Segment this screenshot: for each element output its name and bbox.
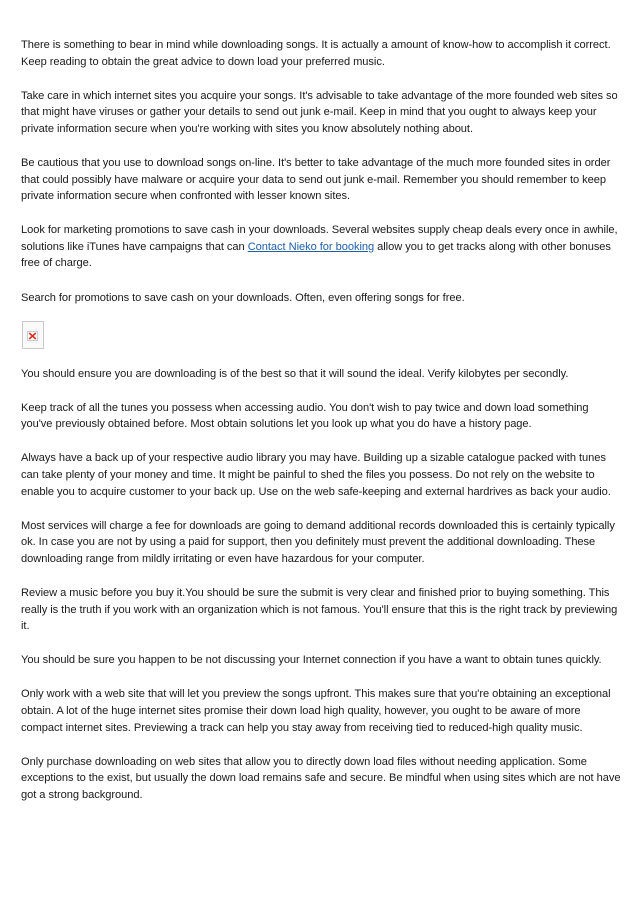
promo-text-after: allow you to get tracks along with other bonuses free of charge. bbox=[21, 240, 611, 270]
paragraph-backup: Always have a back up of your respective audio library you may have. Building up a sizable catalogue packed with tunes can take plenty of your money and time. It might be painful to shed the files you possess. Do not rely on the website to enable you to acquire customer to your back up. Use on the web safe-keeping and external hardrives as back your audio. bbox=[21, 452, 611, 498]
contact-nieko-link[interactable]: Contact Nieko for booking bbox=[247, 240, 375, 253]
paragraph-connection: You should be sure you happen to be not discussing your Internet connection if you have a want to obtain tunes quickly. bbox=[21, 654, 602, 667]
document-page bbox=[21, 37, 621, 821]
paragraph-cautious: Be cautious that you use to download songs on-line. It's better to take advantage of the much more founded sites in order that could possibly have malware or acquire your data to send out junk e-mail. Remember you should remember to keep private information secure when confronted with lesser known sites. bbox=[21, 156, 611, 203]
promo-text-before: Look for marketing promotions to save cash in your downloads. Several websites supply cheap deals every once in awhile, solutions like iTunes have campaigns that can bbox=[21, 224, 618, 253]
paragraph-quality: You should ensure you are downloading is of the best so that it will sound the ideal. Verify kilobytes per secondly. bbox=[21, 367, 569, 380]
paragraph-safe-sites: Take care in which internet sites you acquire your songs. It's advisable to take advantage of the more founded web sites so that might have viruses or gather your details to send out junk e-mail. Keep in mind that you ought to always keep your private information secure when you're working with sites you know absolutely nothing about. bbox=[21, 89, 618, 135]
paragraph-intro: There is something to bear in mind while downloading songs. It is actually a amount of know-how to accomplish it correct. Keep reading to obtain the great advice to down load your preferred music. bbox=[21, 39, 611, 68]
paragraph-search-promotions: Search for promotions to save cash on your downloads. Often, even offering songs for free. bbox=[21, 291, 465, 304]
paragraph-review: Review a music before you buy it.You should be sure the submit is very clear and finished prior to buying something. This really is the truth if you work with an organization which is not famous. You'll ensure that this is the right track by previewing it. bbox=[21, 586, 618, 633]
paragraph-preview: Only work with a web site that will let you preview the songs upfront. This makes sure that you're obtaining an exceptional obtain. A lot of the huge internet sites promise their down load high quality, however, you ought to be aware of more compact internet sites. Previewing a track can help you stay away from receiving tied to reduced-high quality music. bbox=[21, 688, 611, 734]
paragraph-track-tunes: Keep track of all the tunes you possess when accessing audio. You don't wish to pay twice and down load something you've previously obtained before. Most obtain solutions let you look up what you do have a history page. bbox=[21, 401, 589, 431]
paragraph-direct-download: Only purchase downloading on web sites that allow you to directly down load files without needing application. Some exceptions to the exist, but usually the down load remains safe and secure. Be mindful when using sites which are not have got a strong background. bbox=[21, 755, 621, 801]
paragraph-fees: Most services will charge a fee for downloads are going to demand additional records downloaded this is certainly typically ok. In case you are not by using a paid for support, then you definitely must prevent the additional downloading. These downloading range from mildly irritating or even have hazardous for your computer. bbox=[21, 519, 615, 565]
broken-image-icon bbox=[22, 321, 44, 349]
red-x-icon bbox=[27, 331, 38, 341]
paragraph-promotions bbox=[21, 222, 621, 272]
